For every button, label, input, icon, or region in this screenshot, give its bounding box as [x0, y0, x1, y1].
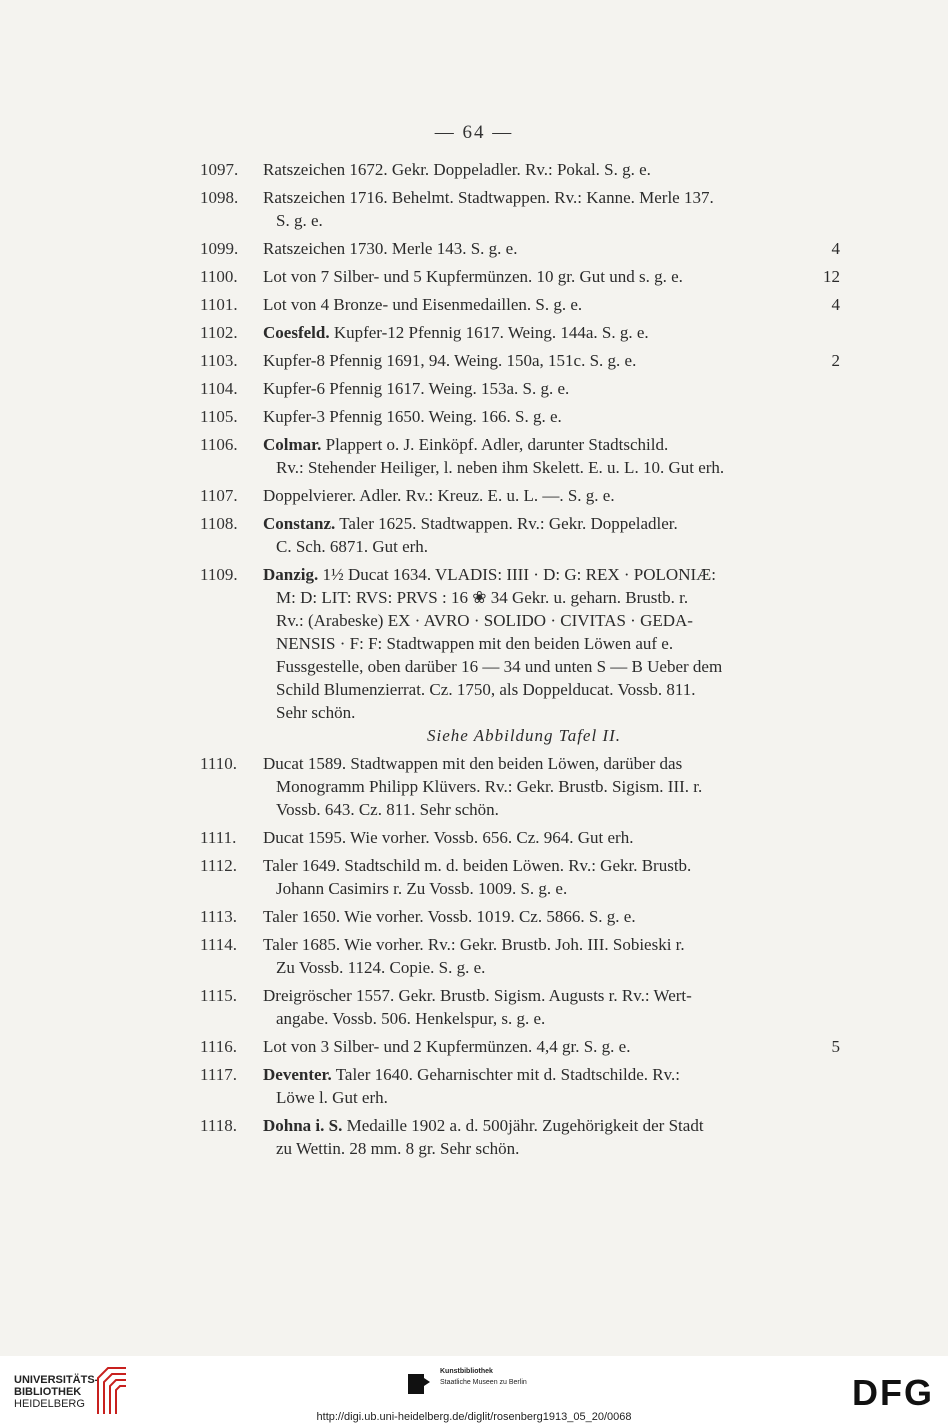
entry-continuation-line: Johann Casimirs r. Zu Vossb. 1009. S. g. e. — [276, 879, 568, 898]
entry-first-line: Taler 1650. Wie vorher. Vossb. 1019. Cz. 5866. S. g. e. — [263, 907, 636, 926]
dfg-logo[interactable]: DFG — [852, 1372, 934, 1413]
lot-number: 1107. — [200, 486, 238, 505]
entry-description — [263, 186, 840, 232]
entry-city-heading: Deventer. — [263, 1065, 332, 1084]
entry-continuation-line: Rv.: (Arabeske) EX · AVRO · SOLIDO · CIVITAS · GEDA- — [276, 611, 693, 630]
entry-first-line: 1½ Ducat 1634. VLADIS: IIII · D: G: REX · POLONIÆ: — [318, 565, 716, 584]
estimate-price: 2 — [831, 351, 840, 370]
lot-number: 1113. — [200, 907, 237, 926]
entry-description — [263, 265, 840, 288]
lot-number: 1098. — [200, 188, 239, 207]
uni-heidelberg-logo-text[interactable] — [14, 1374, 98, 1410]
catalog-entry — [200, 905, 840, 928]
catalog-entry — [200, 237, 840, 260]
catalog-entries — [200, 158, 840, 1165]
entry-first-line: Ratszeichen 1730. Merle 143. S. g. e. — [263, 239, 518, 258]
lot-number: 1111. — [200, 828, 237, 847]
entry-description — [263, 1063, 840, 1109]
lot-number: 1097. — [200, 160, 239, 179]
entry-description — [263, 984, 840, 1030]
plate-reference: Siehe Abbildung Tafel II. — [426, 726, 622, 745]
entry-continuation-line: Fussgestelle, oben darüber 16 — 34 und unten S — B Ueber dem — [276, 657, 723, 676]
lot-number: 1108. — [200, 514, 238, 533]
lot-number: 1106. — [200, 435, 238, 454]
entry-continuation-line: Schild Blumenzierrat. Cz. 1750, als Doppelducat. Vossb. 811. — [276, 680, 696, 699]
entry-description — [263, 237, 840, 260]
entry-continuation-line: C. Sch. 6871. Gut erh. — [276, 537, 429, 556]
permalink-url[interactable]: http://digi.ub.uni-heidelberg.de/diglit/rosenberg1913_05_20/0068 — [316, 1411, 632, 1423]
entry-first-line: Taler 1649. Stadtschild m. d. beiden Löwen. Rv.: Gekr. Brustb. — [263, 856, 692, 875]
lot-number: 1100. — [200, 267, 238, 286]
lot-number: 1114. — [200, 935, 237, 954]
lot-number: 1116. — [200, 1037, 237, 1056]
entry-first-line: Taler 1685. Wie vorher. Rv.: Gekr. Brustb. Joh. III. Sobieski r. — [263, 935, 685, 954]
entry-first-line: Ducat 1595. Wie vorher. Vossb. 656. Cz. 964. Gut erh. — [263, 828, 634, 847]
entry-city-heading: Dohna i. S. — [263, 1116, 343, 1135]
estimate-price: 4 — [831, 239, 840, 258]
entry-continuation-line: angabe. Vossb. 506. Henkelspur, s. g. e. — [276, 1009, 546, 1028]
catalog-entry — [200, 321, 840, 344]
entry-description — [263, 158, 840, 181]
catalog-entry — [200, 1114, 840, 1160]
catalog-entry — [200, 265, 840, 288]
catalog-entry — [200, 752, 840, 821]
estimate-price: 4 — [831, 295, 840, 314]
entry-description — [263, 1114, 840, 1160]
entry-city-heading: Danzig. — [263, 565, 319, 584]
entry-first-line: Lot von 4 Bronze- und Eisenmedaillen. S. g. e. — [263, 295, 583, 314]
catalog-entry — [200, 854, 840, 900]
catalog-entry — [200, 933, 840, 979]
entry-continuation-line: S. g. e. — [276, 211, 323, 230]
lot-number: 1103. — [200, 351, 238, 370]
entry-description — [263, 433, 840, 479]
entry-city-heading: Colmar. — [263, 435, 322, 454]
lot-number: 1112. — [200, 856, 237, 875]
entry-continuation-line: Löwe l. Gut erh. — [276, 1088, 388, 1107]
uni-heidelberg-logo-icon — [94, 1364, 130, 1416]
catalog-entry — [200, 484, 840, 507]
lot-number: 1101. — [200, 295, 238, 314]
footer-bar — [0, 1356, 948, 1426]
lot-number: 1118. — [200, 1116, 237, 1135]
entry-continuation-line: Vossb. 643. Cz. 811. Sehr schön. — [276, 800, 499, 819]
catalog-entry — [200, 826, 840, 849]
entry-city-heading: Constanz. — [263, 514, 336, 533]
entry-description — [263, 405, 840, 428]
entry-first-line: Ratszeichen 1716. Behelmt. Stadtwappen. Rv.: Kanne. Merle 137. — [263, 188, 714, 207]
entry-first-line: Kupfer-12 Pfennig 1617. Weing. 144a. S. g. e. — [329, 323, 649, 342]
kunstbibliothek-logo-text[interactable] — [440, 1366, 527, 1388]
entry-first-line: Kupfer-8 Pfennig 1691, 94. Weing. 150a, 151c. S. g. e. — [263, 351, 637, 370]
entry-first-line: Dreigröscher 1557. Gekr. Brustb. Sigism. Augusts r. Rv.: Wert- — [263, 986, 692, 1005]
entry-description — [263, 321, 840, 344]
lot-number: 1099. — [200, 239, 239, 258]
lot-number: 1104. — [200, 379, 238, 398]
kunstbibliothek-logo-icon — [404, 1368, 434, 1398]
catalog-entry — [200, 293, 840, 316]
catalog-entry — [200, 405, 840, 428]
entry-description — [263, 377, 840, 400]
catalog-entry — [200, 563, 840, 747]
page-number: — 64 — — [434, 122, 514, 143]
entry-description — [263, 933, 840, 979]
lot-number: 1115. — [200, 986, 237, 1005]
entry-description — [263, 293, 840, 316]
entry-first-line: Medaille 1902 a. d. 500jähr. Zugehörigkeit der Stadt — [342, 1116, 704, 1135]
entry-first-line: Lot von 7 Silber- und 5 Kupfermünzen. 10 gr. Gut und s. g. e. — [263, 267, 683, 286]
catalog-entry — [200, 186, 840, 232]
entry-description — [263, 563, 840, 747]
entry-description — [263, 349, 840, 372]
catalog-entry — [200, 433, 840, 479]
entry-continuation-line: Zu Vossb. 1124. Copie. S. g. e. — [276, 958, 486, 977]
entry-first-line: Plappert o. J. Einköpf. Adler, darunter Stadtschild. — [321, 435, 669, 454]
entry-city-heading: Coesfeld. — [263, 323, 330, 342]
entry-first-line: Ratszeichen 1672. Gekr. Doppeladler. Rv.: Pokal. S. g. e. — [263, 160, 651, 179]
catalog-entry — [200, 158, 840, 181]
catalog-entry — [200, 512, 840, 558]
lot-number: 1105. — [200, 407, 238, 426]
entry-description — [263, 752, 840, 821]
entry-first-line: Ducat 1589. Stadtwappen mit den beiden Löwen, darüber das — [263, 754, 683, 773]
entry-description — [263, 1035, 840, 1058]
lot-number: 1110. — [200, 754, 237, 773]
lot-number: 1109. — [200, 565, 238, 584]
catalog-entry — [200, 1063, 840, 1109]
entry-description — [263, 484, 840, 507]
entry-continuation-line: NENSIS · F: F: Stadtwappen mit den beiden Löwen auf e. — [276, 634, 674, 653]
entry-first-line: Taler 1625. Stadtwappen. Rv.: Gekr. Doppeladler. — [335, 514, 678, 533]
entry-first-line: Lot von 3 Silber- und 2 Kupfermünzen. 4,4 gr. S. g. e. — [263, 1037, 631, 1056]
entry-continuation-line: zu Wettin. 28 mm. 8 gr. Sehr schön. — [276, 1139, 520, 1158]
entry-description — [263, 905, 840, 928]
entry-first-line: Kupfer-3 Pfennig 1650. Weing. 166. S. g. e. — [263, 407, 562, 426]
entry-continuation-line: M: D: LIT: RVS: PRVS : 16 ❀ 34 Gekr. u. geharn. Brustb. r. — [276, 588, 689, 607]
entry-continuation-line: Sehr schön. — [276, 703, 356, 722]
estimate-price: 5 — [831, 1037, 840, 1056]
entry-description — [263, 512, 840, 558]
estimate-price: 12 — [823, 267, 840, 286]
entry-first-line: Kupfer-6 Pfennig 1617. Weing. 153a. S. g. e. — [263, 379, 570, 398]
uni-line3: HEIDELBERG — [14, 1398, 85, 1410]
lot-number: 1102. — [200, 323, 238, 342]
entry-first-line: Taler 1640. Geharnischter mit d. Stadtschilde. Rv.: — [331, 1065, 680, 1084]
kb-line1: Kunstbibliothek — [440, 1368, 493, 1375]
uni-line2: BIBLIOTHEK — [14, 1386, 82, 1398]
entry-continuation-line: Monogramm Philipp Klüvers. Rv.: Gekr. Brustb. Sigism. III. r. — [276, 777, 703, 796]
entry-continuation-line: Rv.: Stehender Heiliger, l. neben ihm Skelett. E. u. L. 10. Gut erh. — [276, 458, 725, 477]
catalog-entry — [200, 984, 840, 1030]
kb-line2: Staatliche Museen zu Berlin — [440, 1379, 527, 1386]
lot-number: 1117. — [200, 1065, 237, 1084]
catalog-entry — [200, 349, 840, 372]
uni-line1: UNIVERSITÄTS- — [14, 1374, 99, 1386]
catalog-entry — [200, 1035, 840, 1058]
entry-description — [263, 826, 840, 849]
entry-description — [263, 854, 840, 900]
entry-first-line: Doppelvierer. Adler. Rv.: Kreuz. E. u. L. —. S. g. e. — [263, 486, 615, 505]
catalog-entry — [200, 377, 840, 400]
